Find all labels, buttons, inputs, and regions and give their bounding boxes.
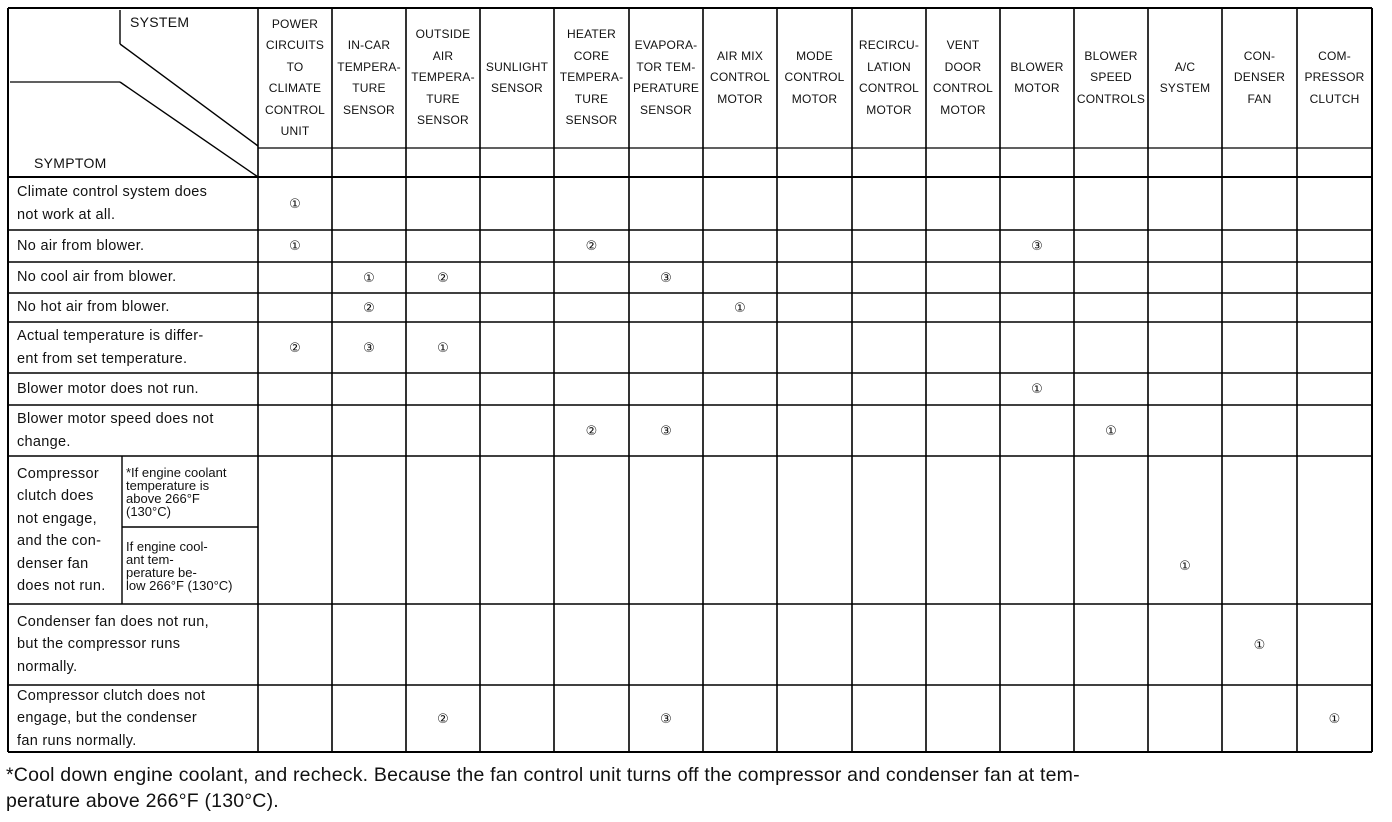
corner-diagonal [120, 44, 258, 146]
symptom-line: clutch does [17, 488, 94, 504]
priority-mark: ① [734, 299, 746, 315]
priority-mark: ② [585, 238, 598, 253]
column-header [332, 35, 406, 121]
column-header-line: MOTOR [791, 91, 838, 106]
column-header-line: TURE [426, 91, 460, 106]
column-header-line: SENSOR [491, 81, 543, 95]
symptom-line: No air from blower. [17, 237, 145, 254]
priority-mark: ② [585, 422, 598, 438]
column-header-line: CIRCUITS [265, 38, 325, 52]
column-header [926, 35, 1000, 121]
symptom-line: Blower motor speed does not [17, 411, 214, 427]
priority-mark: ② [437, 710, 449, 726]
symptom-label [17, 378, 199, 401]
column-header-line: CONTROL [264, 102, 326, 117]
column-header-line: MOTOR [717, 91, 763, 106]
symptom-label [17, 181, 207, 226]
sub-condition [126, 466, 226, 518]
column-header-line: LATION [867, 59, 911, 74]
column-header [703, 46, 777, 111]
symptom-line: not engage, [17, 510, 97, 527]
column-header [480, 57, 554, 100]
column-header [1074, 46, 1148, 111]
column-header-line: HEATER [567, 27, 616, 42]
symptom-label [17, 611, 209, 679]
symptom-line: No hot air from blower. [17, 299, 170, 316]
symptom-label [17, 463, 106, 598]
priority-mark: ① [437, 339, 449, 355]
priority-mark: ① [1328, 710, 1341, 726]
priority-mark: ③ [660, 269, 672, 285]
priority-mark: ② [437, 269, 449, 285]
column-header-line: DOOR [944, 59, 982, 74]
footnote [6, 762, 1080, 814]
column-header-line: BLOWER [1084, 48, 1138, 63]
sub-condition-line: *If engine coolant [126, 464, 227, 480]
symptom-line: denser fan [17, 555, 89, 572]
column-header-line: EVAPORA- [634, 38, 698, 52]
symptom-line: Condenser fan does not run, [17, 613, 209, 630]
column-header-line: OUTSIDE [415, 27, 471, 42]
column-header-line: TOR TEM- [636, 59, 696, 74]
column-header-line: TURE [574, 91, 609, 106]
symptom-line: fan runs normally. [17, 732, 137, 749]
column-header-line: MOTOR [940, 102, 986, 117]
sub-condition-line: (130°C) [126, 503, 171, 519]
priority-mark: ① [289, 238, 301, 253]
column-header-line: SENSOR [565, 113, 618, 128]
priority-mark: ② [363, 299, 375, 315]
column-header-line: COM- [1318, 48, 1351, 63]
column-header-line: PRESSOR [1304, 70, 1365, 85]
column-header-line: VENT [946, 38, 980, 52]
column-header-line: MOTOR [866, 102, 912, 117]
column-header-line: SUNLIGHT [485, 59, 549, 74]
corner-diagonal [120, 82, 258, 177]
symptom-label [17, 408, 214, 453]
column-header-line: AIR [432, 48, 454, 63]
column-header-line: MODE [796, 48, 833, 63]
symptom-line: normally. [17, 658, 78, 675]
priority-mark: ① [1105, 422, 1117, 438]
column-header-line: A/C [1174, 59, 1196, 74]
column-header-line: CLIMATE [268, 81, 322, 95]
column-header-line: TURE [352, 81, 386, 95]
priority-mark: ③ [660, 710, 672, 726]
footnote-line: perature above 266°F (130°C). [6, 790, 279, 812]
column-header-line: POWER [271, 16, 319, 31]
priority-mark: ① [1031, 381, 1043, 396]
column-header-line: DENSER [1233, 70, 1286, 85]
column-header-line: CORE [573, 48, 610, 63]
column-header-line: CONTROLS [1076, 91, 1146, 106]
system-corner-label: SYSTEM [130, 14, 190, 30]
priority-mark: ③ [363, 339, 375, 355]
symptom-label [17, 325, 204, 370]
column-header-line: BLOWER [1010, 59, 1064, 74]
column-header-line: CONTROL [709, 70, 771, 85]
column-header-line: RECIRCU- [858, 38, 920, 52]
priority-mark: ① [1253, 636, 1266, 652]
symptom-line: and the con- [17, 533, 102, 549]
column-header-line: SENSOR [640, 102, 692, 117]
column-header [1148, 57, 1222, 100]
column-header [258, 14, 332, 143]
symptom-line: change. [17, 433, 71, 450]
footnote-line: *Cool down engine coolant, and recheck. Because the fan control unit turns off the compressor and condenser fan at tem- [6, 764, 1080, 786]
column-header [1222, 46, 1297, 111]
column-header-line: TEMPERA- [337, 59, 401, 74]
priority-mark: ① [363, 269, 375, 285]
sub-condition-line: If engine cool- [126, 538, 208, 554]
symptom-line: but the compressor runs [17, 636, 181, 653]
column-header [406, 24, 480, 132]
column-header [1297, 46, 1372, 111]
column-header [629, 35, 703, 121]
symptom-line: Climate control system does [17, 184, 208, 200]
column-header-line: CONTROL [784, 70, 845, 85]
column-header-line: SENSOR [343, 102, 395, 117]
priority-mark: ② [289, 339, 301, 355]
column-header-line: TEMPERA- [559, 70, 624, 85]
symptom-label [17, 685, 205, 753]
sub-condition-line: above 266°F [126, 490, 200, 506]
symptom-label [17, 296, 170, 319]
column-header-line: CLUTCH [1309, 91, 1360, 106]
symptom-line: not work at all. [17, 206, 116, 223]
column-header-line: IN-CAR [347, 38, 391, 52]
sub-condition [126, 540, 233, 592]
symptom-line: engage, but the condenser [17, 710, 198, 727]
column-header [852, 35, 926, 121]
sub-condition-line: perature be- [126, 564, 197, 580]
symptom-line: No cool air from blower. [17, 269, 177, 286]
symptom-line: does not run. [17, 578, 106, 594]
column-header-line: MOTOR [1014, 81, 1060, 95]
column-header-line: TO [286, 59, 304, 74]
symptom-line: Compressor clutch does not [17, 687, 206, 704]
symptom-corner-label: SYMPTOM [34, 155, 107, 171]
column-header-line: UNIT [280, 124, 310, 138]
column-header-line: TEMPERA- [411, 70, 475, 85]
column-header-line: SENSOR [417, 113, 469, 128]
symptom-line: Blower motor does not run. [17, 380, 199, 397]
priority-mark: ③ [1031, 238, 1043, 253]
column-header-line: CONTROL [858, 81, 920, 95]
priority-mark: ① [1179, 557, 1191, 573]
column-header-line: PERATURE [632, 81, 700, 95]
column-header-line: SYSTEM [1159, 81, 1211, 95]
symptom-line: Compressor [17, 465, 99, 482]
column-header-line: SPEED [1090, 70, 1132, 85]
priority-mark: ③ [660, 422, 672, 438]
column-header-line: FAN [1247, 91, 1272, 106]
column-header [777, 46, 852, 111]
column-header-line: CONTROL [932, 81, 994, 95]
column-header [554, 24, 629, 132]
column-header-line: AIR MIX [716, 48, 764, 63]
symptom-label [17, 266, 177, 289]
column-header-line: CON- [1243, 48, 1276, 63]
sub-condition-line: ant tem- [126, 551, 174, 567]
priority-mark: ① [289, 195, 301, 211]
symptom-line: ent from set temperature. [17, 350, 188, 367]
sub-condition-line: low 266°F (130°C) [126, 577, 233, 593]
symptom-line: Actual temperature is differ- [17, 328, 204, 344]
column-header [1000, 57, 1074, 100]
sub-condition-line: temperature is [126, 477, 210, 493]
symptom-label [17, 235, 144, 258]
